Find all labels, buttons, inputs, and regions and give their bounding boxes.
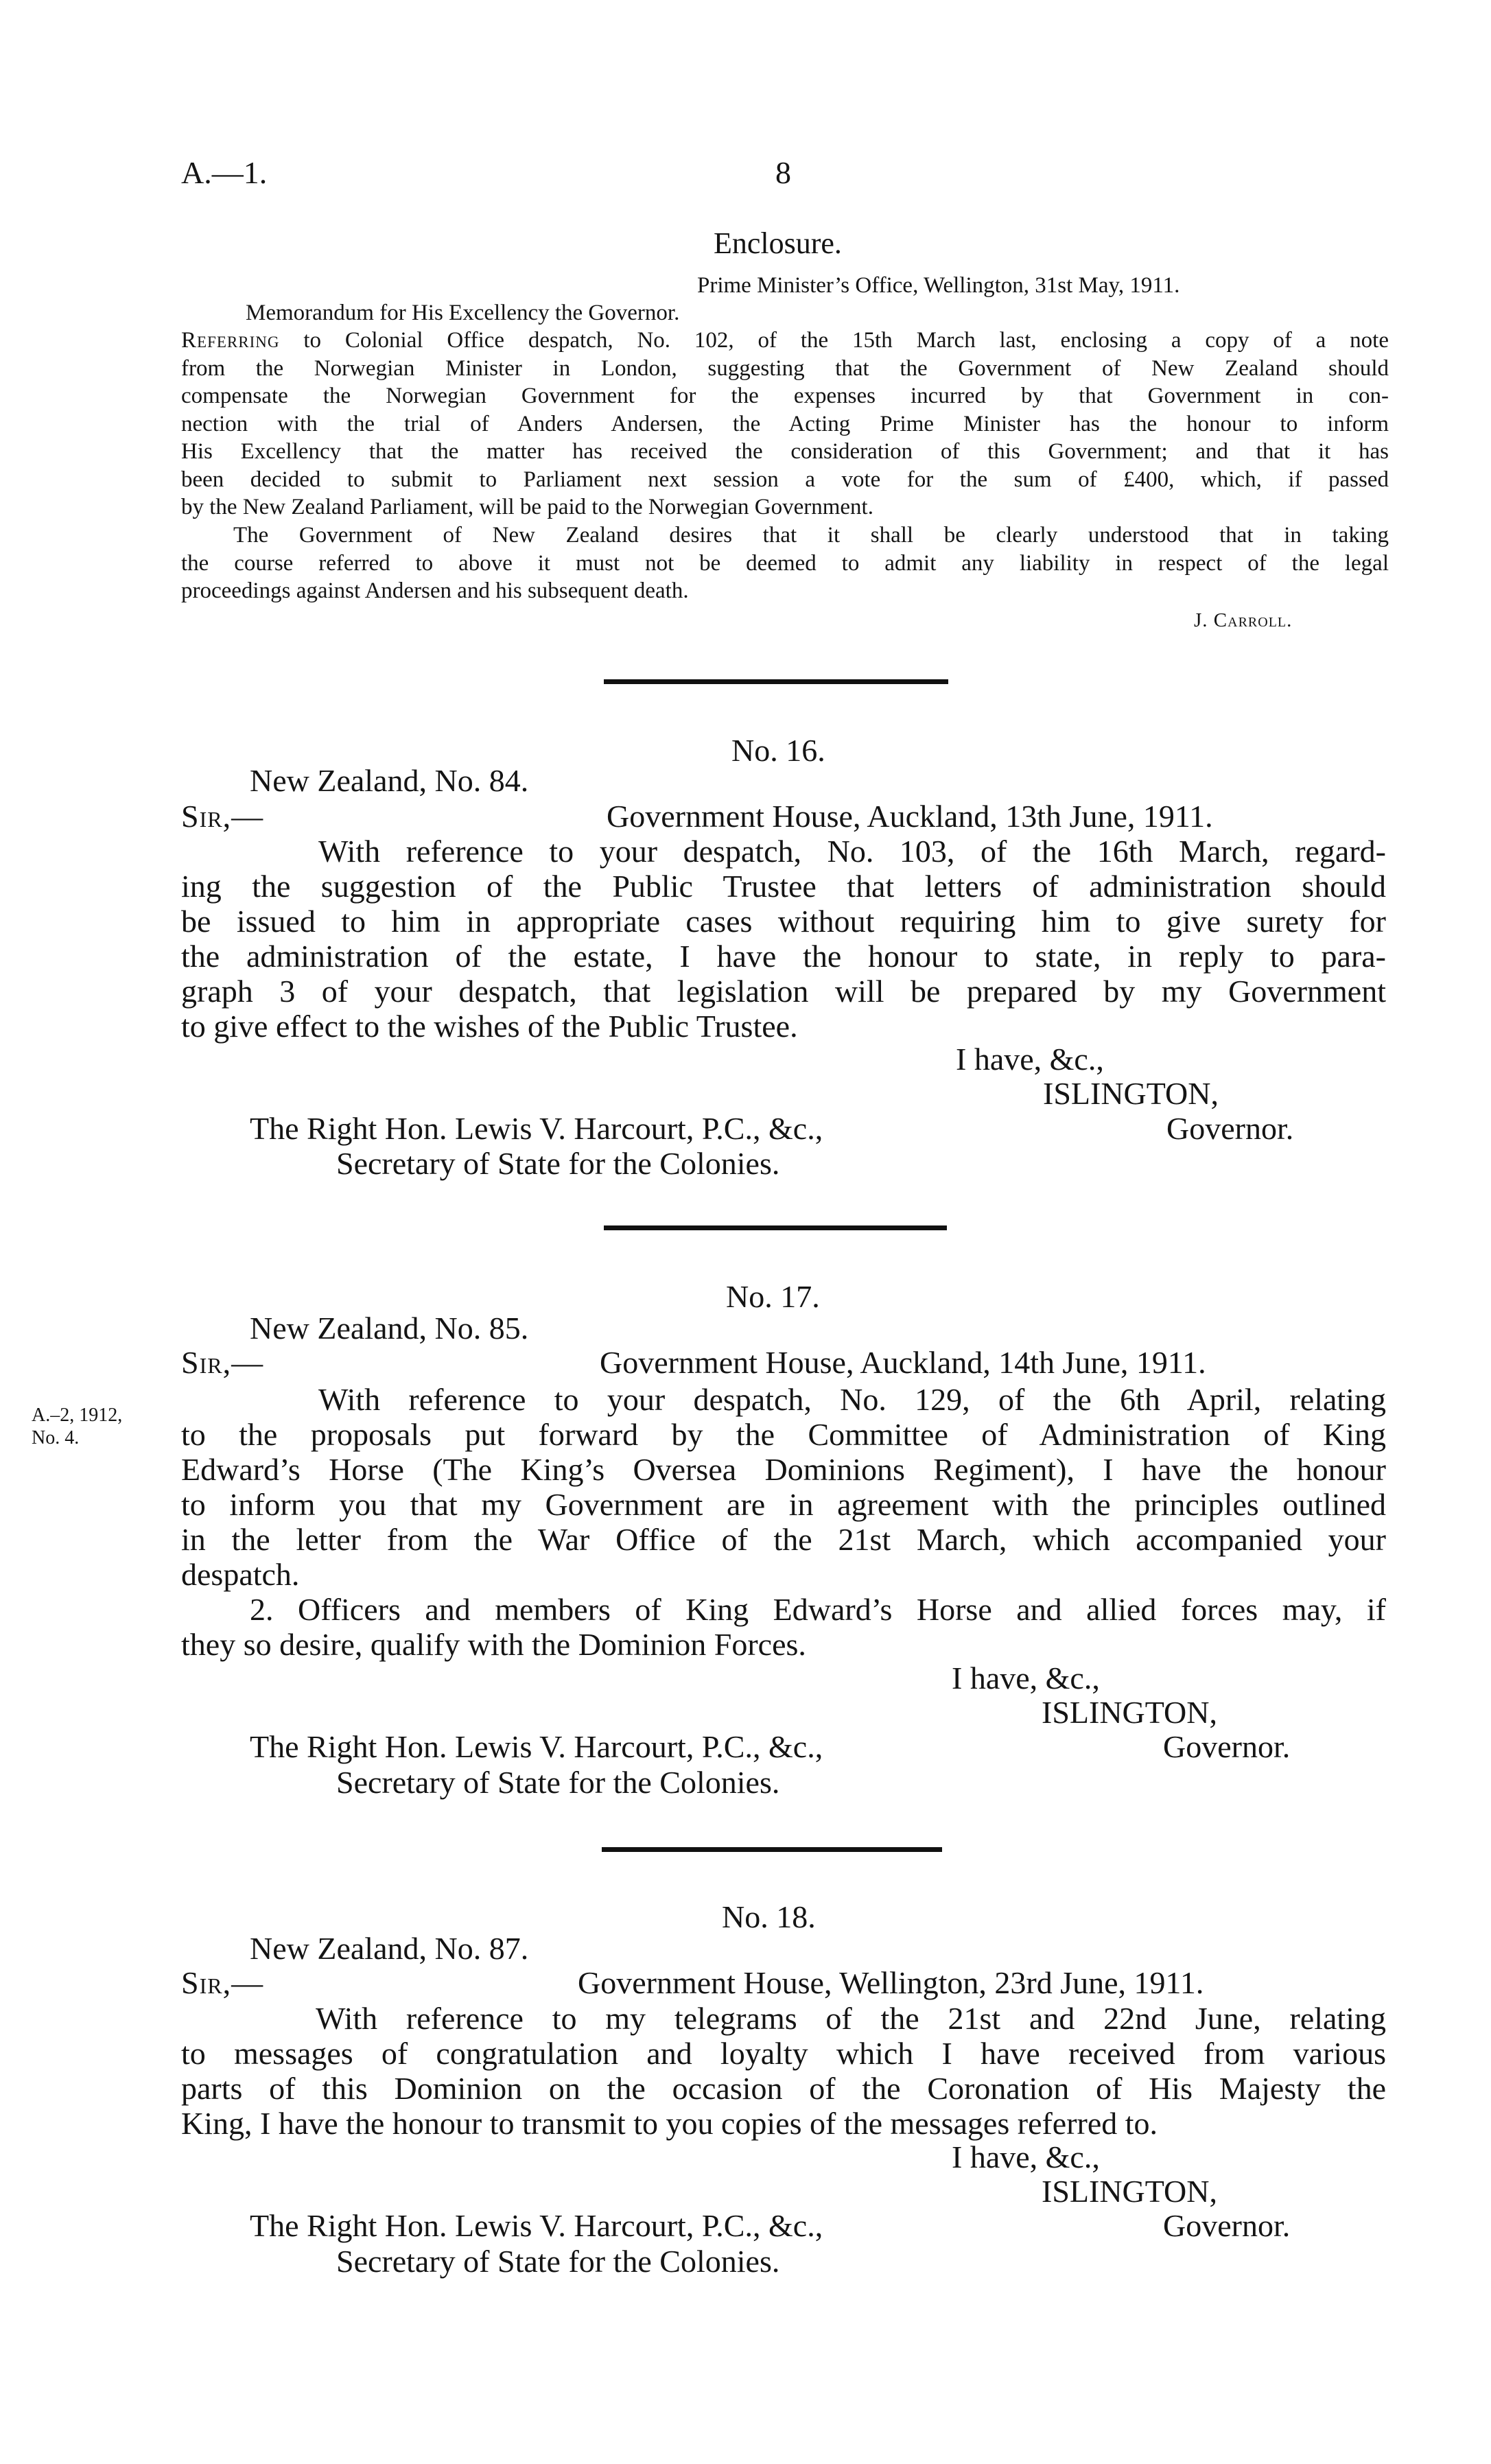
margin-note	[32, 1404, 122, 1449]
recipient-office: Secretary of State for the Colonies.	[336, 1146, 780, 1181]
recipient-name: The Right Hon. Lewis V. Harcourt, P.C., &c.,	[250, 1111, 823, 1146]
signer-name: ISLINGTON,	[1042, 1695, 1217, 1730]
enclosure-paragraph-1	[181, 327, 1389, 521]
signer-title: Governor.	[1163, 2208, 1291, 2243]
margin-note-line: No. 4.	[32, 1427, 80, 1448]
margin-note-line: A.–2, 1912,	[32, 1405, 123, 1426]
body-line: 2. Officers and members of King Edward’s Horse and allied forces may, if	[250, 1592, 1386, 1627]
enclosure-signature: J. Carroll.	[1194, 609, 1293, 631]
page-reference: A.—1.	[181, 155, 268, 190]
body-line: Edward’s Horse (The King’s Oversea Dominions Regiment), I have the honour	[181, 1452, 1386, 1487]
despatch-dateline: Government House, Auckland, 14th June, 1911.	[600, 1345, 1206, 1380]
paragraph-line: been decided to submit to Parliament next session a vote for the sum of £400, which, if passed	[181, 467, 1389, 492]
section-divider	[604, 679, 948, 684]
despatch-body	[181, 1382, 1386, 1662]
recipient-office: Secretary of State for the Colonies.	[336, 2244, 780, 2279]
body-line: to messages of congratulation and loyalty which I have received from various	[181, 2036, 1386, 2071]
despatch-number: No. 17.	[726, 1279, 820, 1314]
despatch-number: No. 18.	[722, 1899, 816, 1934]
closing-phrase: I have, &c.,	[956, 1042, 1104, 1077]
signer-title: Governor.	[1163, 1729, 1291, 1764]
page-number: 8	[775, 155, 791, 190]
despatch-number: No. 16.	[731, 733, 825, 768]
enclosure-heading: Enclosure.	[714, 226, 842, 260]
despatch-nz-reference: New Zealand, No. 85.	[250, 1311, 529, 1346]
signer-name: ISLINGTON,	[1042, 2174, 1217, 2209]
body-line: in the letter from the War Office of the 21st March, which accompanied your	[181, 1522, 1386, 1557]
body-line: they so desire, qualify with the Dominion Forces.	[181, 1627, 806, 1662]
paragraph-lead-word: Referring	[181, 328, 280, 353]
paragraph-line-text: to Colonial Office despatch, No. 102, of the 15th March last, enclosing a copy of a note	[279, 328, 1389, 353]
body-line: ing the suggestion of the Public Trustee that letters of administration should	[181, 869, 1386, 904]
body-line: graph 3 of your despatch, that legislation will be prepared by my Government	[181, 974, 1386, 1009]
paragraph-line: compensate the Norwegian Government for the expenses incurred by that Government in con-	[181, 384, 1389, 408]
section-divider	[602, 1847, 942, 1852]
paragraph-line: The Government of New Zealand desires that it shall be clearly understood that in taking	[233, 523, 1389, 548]
recipient-name: The Right Hon. Lewis V. Harcourt, P.C., &c.,	[250, 1729, 823, 1764]
body-line: With reference to my telegrams of the 21st and 22nd June, relating	[316, 2001, 1386, 2036]
signer-name: ISLINGTON,	[1043, 1076, 1219, 1111]
paragraph-line: proceedings against Andersen and his subsequent death.	[181, 578, 689, 603]
paragraph-line: from the Norwegian Minister in London, suggesting that the Government of New Zealand should	[181, 355, 1389, 381]
body-line: King, I have the honour to transmit to you copies of the messages referred to.	[181, 2106, 1158, 2141]
body-line: parts of this Dominion on the occasion of the Coronation of His Majesty the	[181, 2071, 1386, 2106]
paragraph-line: His Excellency that the matter has received the consideration of this Government; and that it has	[181, 439, 1389, 464]
paragraph-line: the course referred to above it must not be deemed to admit any liability in respect of the legal	[181, 550, 1389, 576]
body-line: to inform you that my Government are in agreement with the principles outlined	[181, 1487, 1386, 1522]
recipient-office: Secretary of State for the Colonies.	[336, 1765, 780, 1800]
despatch-body	[181, 834, 1386, 1044]
memorandum-addressee: Memorandum for His Excellency the Governor.	[246, 301, 680, 325]
closing-phrase: I have, &c.,	[952, 2139, 1100, 2174]
despatch-body	[181, 2001, 1386, 2141]
body-line: to give effect to the wishes of the Public Trustee.	[181, 1009, 798, 1044]
paragraph-line: by the New Zealand Parliament, will be paid to the Norwegian Government.	[181, 495, 873, 519]
despatch-nz-reference: New Zealand, No. 84.	[250, 763, 529, 798]
despatch-salutation: Sir,—	[181, 1345, 264, 1380]
signer-title: Governor.	[1166, 1111, 1294, 1146]
section-divider	[604, 1225, 947, 1230]
recipient-name: The Right Hon. Lewis V. Harcourt, P.C., &c.,	[250, 2208, 823, 2243]
despatch-salutation: Sir,—	[181, 799, 264, 834]
paragraph-line: nection with the trial of Anders Andersen, the Acting Prime Minister has the honour to inform	[181, 411, 1389, 436]
enclosure-dateline: Prime Minister’s Office, Wellington, 31st May, 1911.	[697, 273, 1180, 298]
despatch-salutation: Sir,—	[181, 1965, 264, 2000]
despatch-dateline: Government House, Auckland, 13th June, 1911.	[607, 799, 1213, 834]
body-line: be issued to him in appropriate cases without requiring him to give surety for	[181, 904, 1386, 939]
despatch-nz-reference: New Zealand, No. 87.	[250, 1931, 529, 1966]
body-line: to the proposals put forward by the Committee of Administration of King	[181, 1417, 1386, 1452]
closing-phrase: I have, &c.,	[952, 1661, 1100, 1696]
despatch-dateline: Government House, Wellington, 23rd June, 1911.	[578, 1965, 1204, 2000]
body-line: With reference to your despatch, No. 103, of the 16th March, regard-	[318, 834, 1386, 869]
enclosure-paragraph-2	[181, 521, 1389, 605]
body-line: despatch.	[181, 1557, 300, 1592]
paragraph-line	[181, 327, 1389, 355]
body-line: the administration of the estate, I have the honour to state, in reply to para-	[181, 939, 1386, 974]
body-line: With reference to your despatch, No. 129, of the 6th April, relating	[318, 1382, 1386, 1417]
